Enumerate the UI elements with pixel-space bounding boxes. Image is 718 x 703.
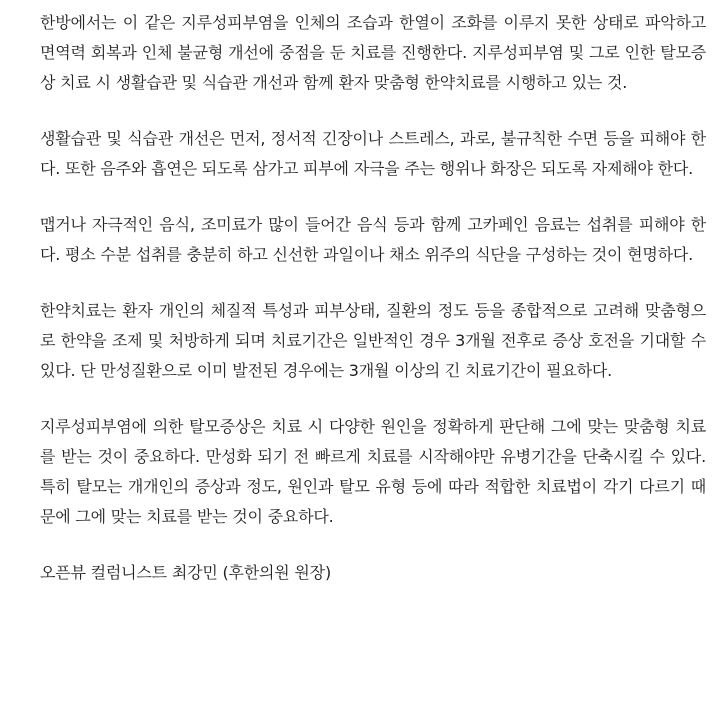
article-paragraph-3: 맵거나 자극적인 음식, 조미료가 많이 들어간 음식 등과 함께 고카페인 음료는 섭취를 피해야 한다. 평소 수분 섭취를 충분히 하고 신선한 과일이나 채소 위주의 식단을 구성하는 것이 현명하다. (40, 215, 706, 264)
article-paragraph-4: 한약치료는 환자 개인의 체질적 특성과 피부상태, 질환의 정도 등을 종합적으로 고려해 맞춤형으로 한약을 조제 및 처방하게 되며 치료기간은 일반적인 경우 3개월 전후로 증상 호전을 기대할 수 있다. 단 만성질환으로 이미 발전된 경우에는 3개월 이상의 긴 치료기간이 필요하다. (40, 301, 706, 380)
article-paragraph-5: 지루성피부염에 의한 탈모증상은 치료 시 다양한 원인을 정확하게 판단해 그에 맞는 맞춤형 치료를 받는 것이 중요하다. 만성화 되기 전 빠르게 치료를 시작해야만 유병기간을 단축시킬 수 있다. 특히 탈모는 개개인의 증상과 정도, 원인과 탈모 유형 등에 따라 적합한 치료법이 각기 다르기 때문에 그에 맞는 치료를 받는 것이 중요하다. (40, 417, 706, 526)
author-byline: 오픈뷰 컬럼니스트 최강민 (후한의원 원장) (40, 563, 331, 582)
article-paragraph-2: 생활습관 및 식습관 개선은 먼저, 정서적 긴장이나 스트레스, 과로, 불규칙한 수면 등을 피해야 한다. 또한 음주와 흡연은 되도록 삼가고 피부에 자극을 주는 행위나 화장은 되도록 자제해야 한다. (40, 129, 706, 178)
article-body (40, 8, 706, 588)
article-paragraph-1: 한방에서는 이 같은 지루성피부염을 인체의 조습과 한열이 조화를 이루지 못한 상태로 파악하고 면역력 회복과 인체 불균형 개선에 중점을 둔 치료를 진행한다. 지루성피부염 및 그로 인한 탈모증상 치료 시 생활습관 및 식습관 개선과 함께 환자 맞춤형 한약치료를 시행하고 있는 것. (40, 13, 706, 92)
